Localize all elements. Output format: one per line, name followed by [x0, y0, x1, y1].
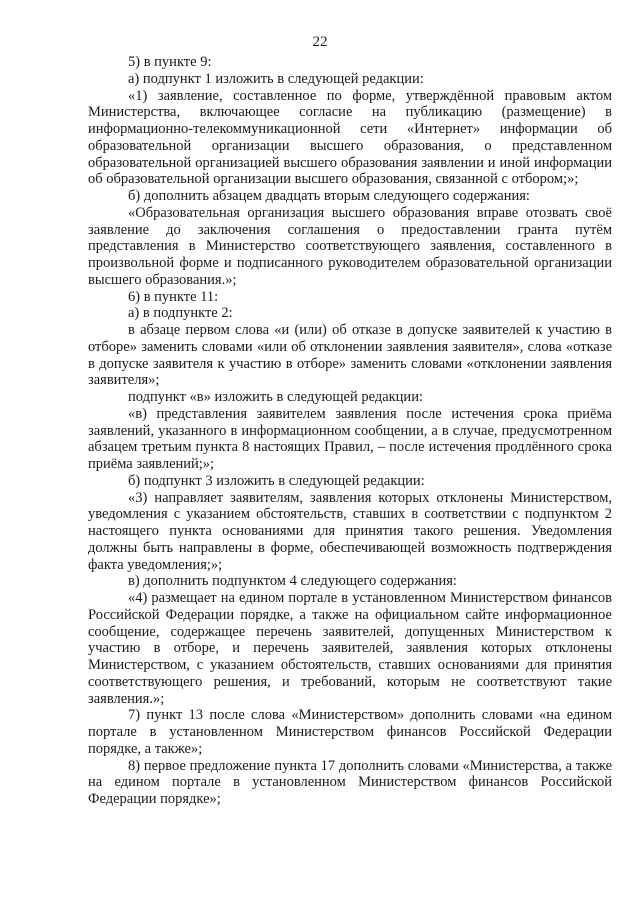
- paragraph-2: а) подпункт 1 изложить в следующей редакции:: [128, 70, 424, 87]
- paragraph-9: подпункт «в» изложить в следующей редакции:: [128, 389, 423, 405]
- paragraph-3: «1) заявление, составленное по форме, утверждённой правовым актом Министерства, включающее согласие на публикацию (размещение) в информационно-телекоммуникационной сети «Интернет» информации об образовательной организации высшего образования, о представленном образовательной организацией высшего образования заявлении и иной информации об образовательной организации высшего образования, связанной с отбором;»;: [88, 87, 612, 188]
- paragraph-8: в абзаце первом слова «и (или) об отказе в допуске заявителей к участию в отборе» заменить словами «или об отклонении заявления заявителя», слова «отказе в допуске заявителя к участию в отборе» заменить словами «отклонении заявления заявителя»;: [88, 322, 612, 389]
- paragraph-15: 7) пункт 13 после слова «Министерством» дополнить словами «на едином портале в установленном Министерством финансов Российской Федерации порядке, а также»;: [88, 707, 612, 757]
- paragraph-10: «в) представления заявителем заявления после истечения срока приёма заявлений, указанного в информационном сообщении, а в случае, предусмотренном абзацем третьим пункта 8 настоящих Правил, – после истечения продлённого срока приёма заявлений;»;: [88, 405, 612, 472]
- paragraph-4: б) дополнить абзацем двадцать вторым следующего содержания:: [128, 188, 530, 204]
- paragraph-6: 6) в пункте 11:: [128, 288, 219, 305]
- paragraph-13: в) дополнить подпунктом 4 следующего содержания:: [128, 573, 457, 590]
- paragraph-14: «4) размещает на едином портале в установленном Министерством финансов Российской Федерации порядке, а также на официальном сайте информационное сообщение, содержащее перечень заявителей, допущенных Министерством к участию в отборе, и перечень заявителей, заявления которых отклонены Министерством, с указанием обстоятельств, ставших основаниями для принятия соответствующего решения, и требований, которым не соответствуют такие заявления.»;: [88, 590, 612, 707]
- paragraph-7: а) в подпункте 2:: [128, 305, 233, 322]
- paragraph-1: 5) в пункте 9:: [128, 54, 212, 70]
- page-number: 22: [312, 34, 328, 50]
- paragraph-5: «Образовательная организация высшего образования вправе отозвать своё заявление до заключения соглашения о предоставлении гранта путём представления в Министерство соответствующего заявления, составленного в произвольной форме и подписанного руководителем образовательной организации высшего образования.»;: [88, 204, 612, 288]
- paragraph-16: 8) первое предложение пункта 17 дополнить словами «Министерства, а также на едином портале в установленном Министерством финансов Российской Федерации порядке»;: [88, 757, 612, 807]
- paragraph-11: б) подпункт 3 изложить в следующей редакции:: [128, 472, 425, 489]
- document-body: [88, 54, 612, 808]
- paragraph-12: «3) направляет заявителям, заявления которых отклонены Министерством, уведомления с указанием обстоятельств, ставших в соответствии с подпунктом 2 настоящего пункта основаниями для принятия такого решения. Уведомления должны быть направлены в форме, обеспечивающей возможность подтверждения факта уведомления;»;: [88, 489, 612, 573]
